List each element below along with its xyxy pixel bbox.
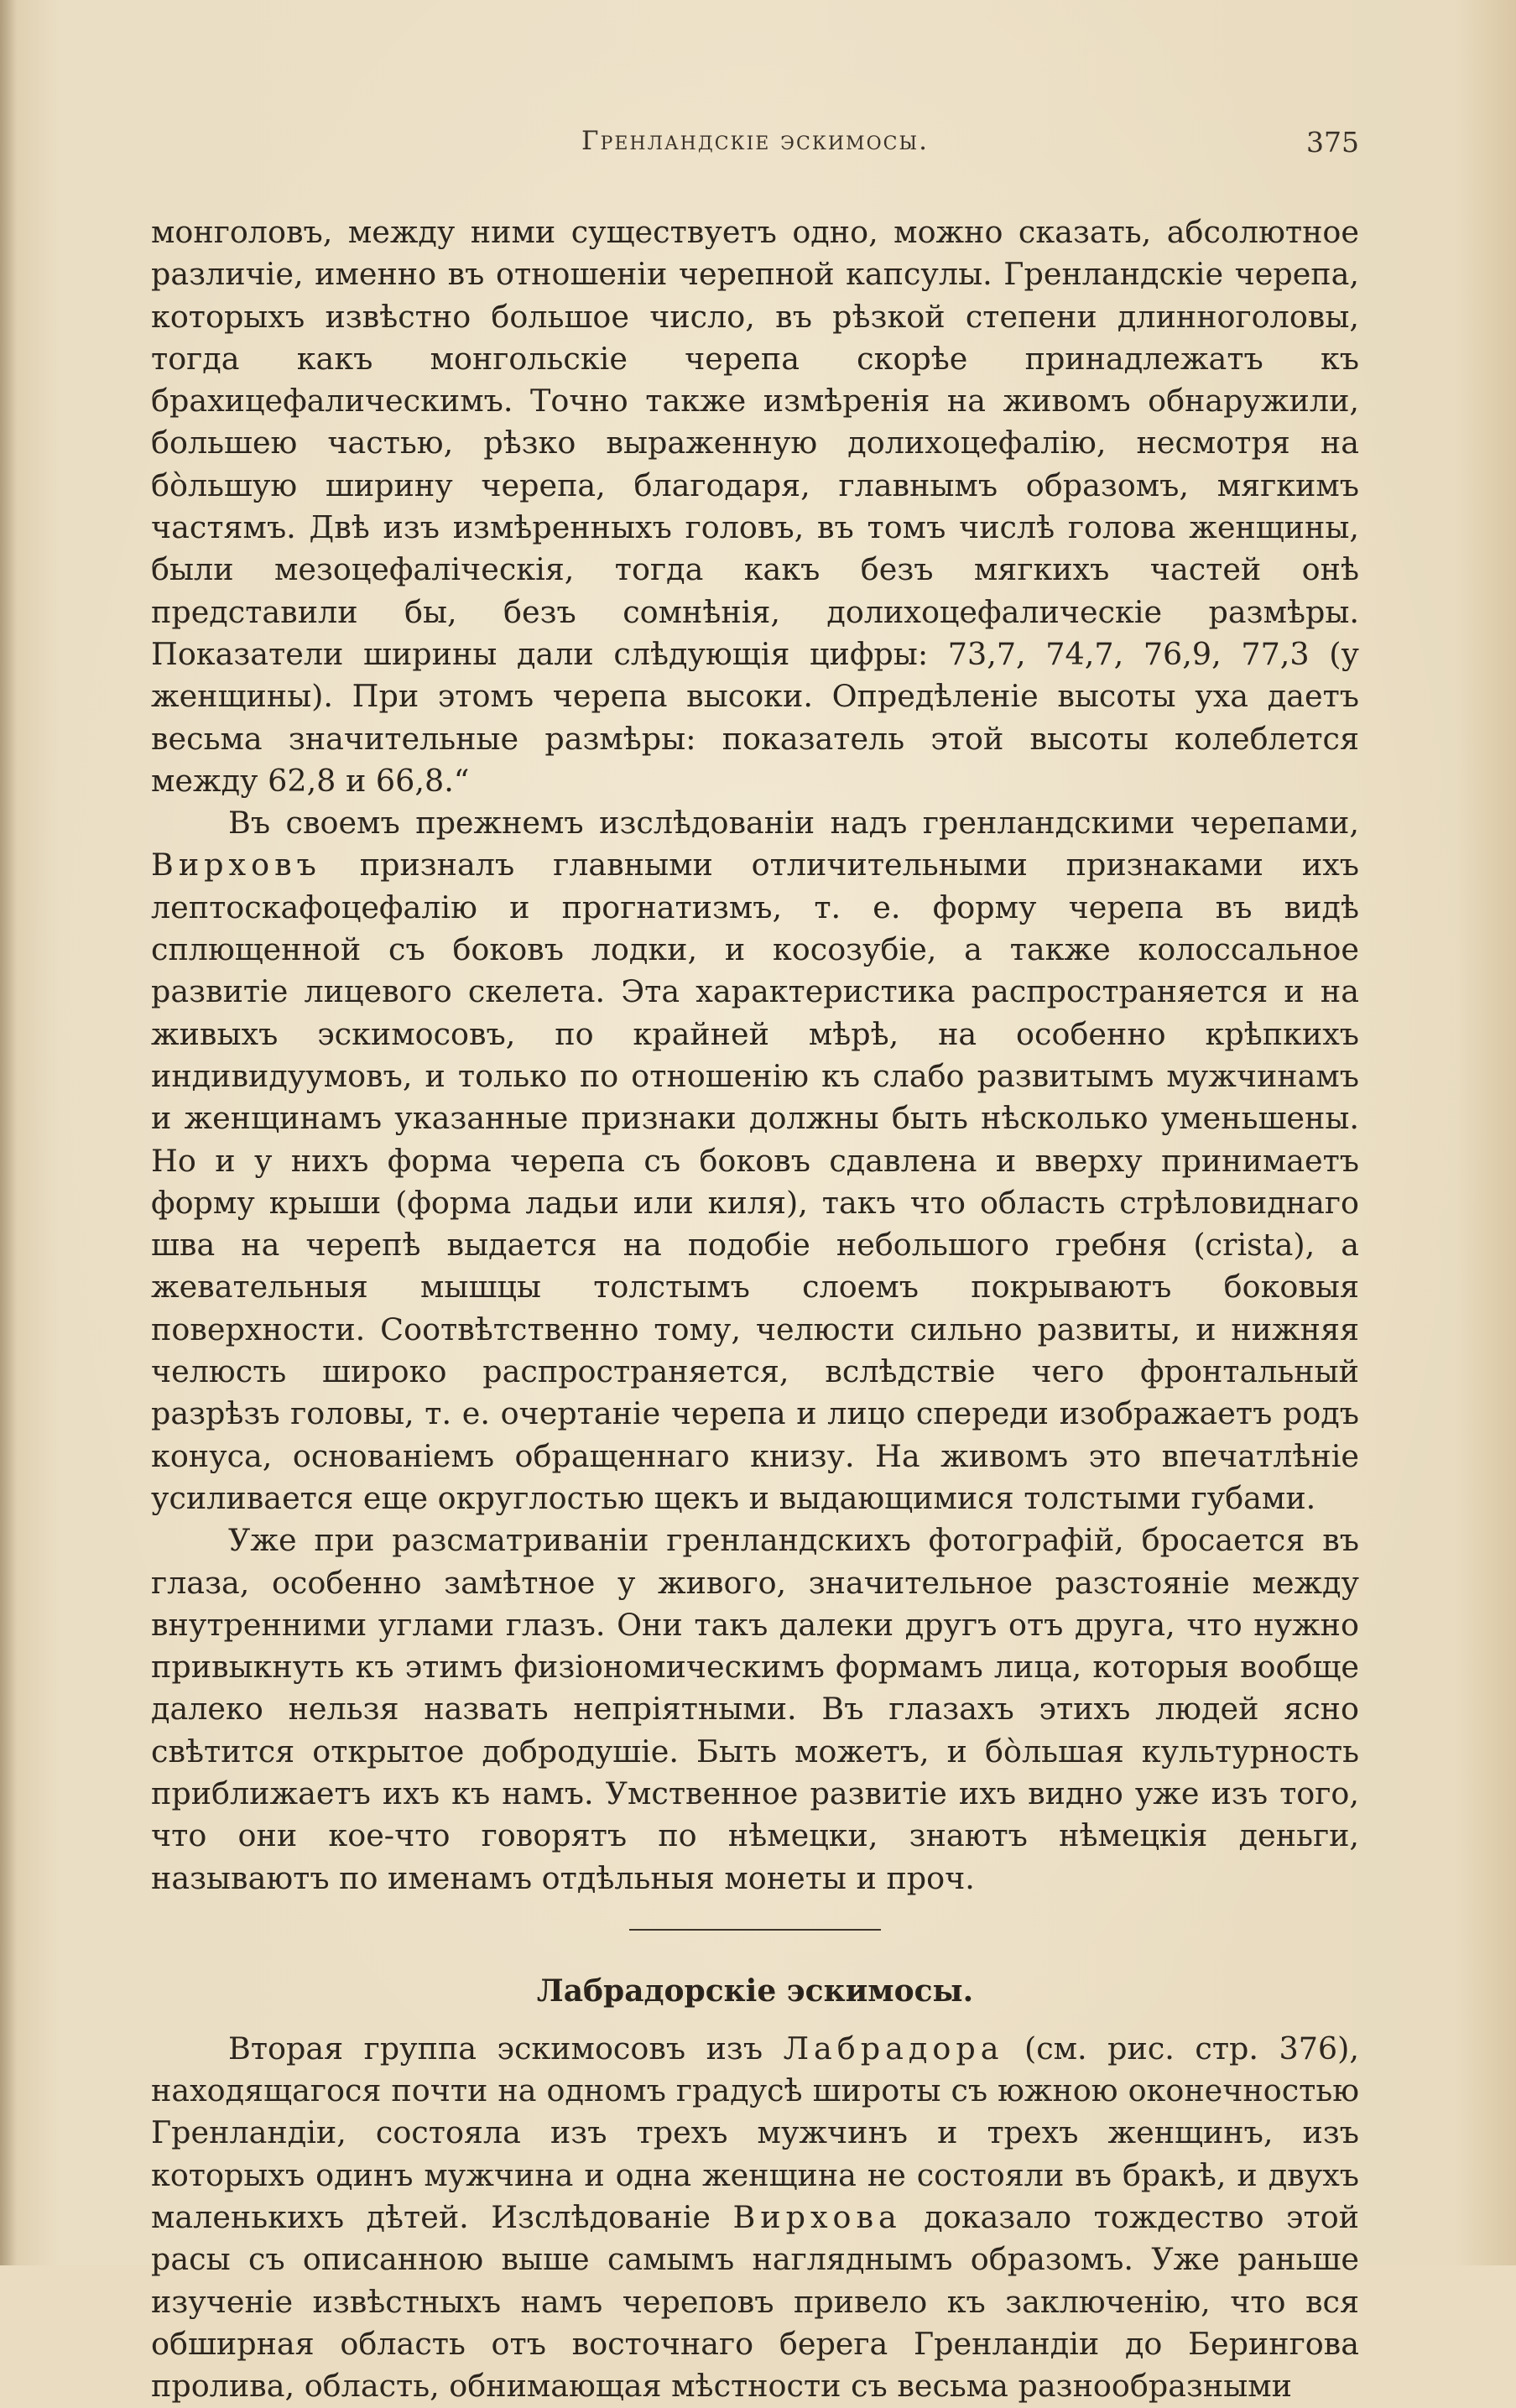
paragraph-4 [151, 2028, 1359, 2408]
running-title: Гренландскіе эскимосы. [581, 126, 929, 156]
page-number: 375 [1306, 126, 1359, 159]
text-segment: (см. рис. стр. 376), находящагося почти на одномъ градусѣ широты съ южною оконечностью Гренландіи, состояла изъ трехъ мужчинъ и трехъ женщинъ, изъ которыхъ одинъ мужчина и одна женщина не состояли въ бракѣ, и двухъ маленькихъ дѣтей. Изслѣдованіе [151, 2030, 1359, 2236]
paragraph-2 [151, 802, 1359, 1519]
text-block [151, 211, 1359, 2408]
section-heading: Лабрадорскіе эскимосы. [536, 1973, 974, 2009]
gutter-shadow [0, 0, 17, 2265]
text-segment: Въ своемъ прежнемъ изслѣдованіи надъ гренландскими черепами, [228, 805, 1359, 842]
text-segment: призналъ главными отличительными признаками ихъ лептоскафоцефалію и прогнатизмъ, т. е. форму черепа въ видѣ сплющенной съ боковъ лодки, и косозубіе, а также колоссальное развитіе лицевого скелета. Эта характеристика распространяется и на живыхъ эскимосовъ, по крайней мѣрѣ, на особенно крѣпкихъ индивидуумовъ, и только по отношенію къ слабо развитымъ мужчинамъ и женщинамъ указанные признаки должны быть нѣсколько уменьшены. Но и у нихъ форма черепа съ боковъ сдавлена и вверху принимаетъ форму крыши (форма ладьи или киля), такъ что область стрѣловиднаго шва на черепѣ выдается на подобіе небольшого гребня (crista), а жевательныя мышцы толстымъ слоемъ покрываютъ боковыя поверхности. Соотвѣтственно тому, челюсти сильно развиты, и нижняя челюсть широко распространяется, вслѣдствіе чего фронтальный разрѣзъ головы, т. е. очертаніе черепа и лицо спереди изображаетъ родъ конуса, основаніемъ обращеннаго книзу. На живомъ это впечатлѣніе усиливается еще округлостью щекъ и выдающимися толстыми губами. [151, 847, 1359, 1516]
spaced-name: Лабрадора [783, 2030, 1004, 2067]
text-segment: Вторая группа эскимосовъ изъ [228, 2030, 784, 2067]
spaced-name: Вирховъ [151, 847, 321, 883]
page-header [151, 126, 1359, 168]
text-segment: доказало тождество этой расы съ описанною выше самымъ нагляднымъ образомъ. Уже раньше изученіе извѣстныхъ намъ череповъ привело къ заключенію, что вся обширная область отъ восточнаго берега Гренландіи до Берингова пролива, область, обнимающая мѣстности съ весьма разнообразными [151, 2199, 1359, 2405]
paragraph-3 [151, 1519, 1359, 1900]
spaced-name: Вирхова [732, 2199, 902, 2236]
text-segment: монголовъ, между ними существуетъ одно, можно сказать, абсолютное различіе, именно въ отношеніи черепной капсулы. Гренландскіе черепа, которыхъ извѣстно большое число, въ рѣзкой степени длинноголовы, тогда какъ монгольскіе черепа скорѣе принадлежатъ къ брахицефалическимъ. Точно также измѣренія на живомъ обнаружили, большею частью, рѣзко выраженную долихоцефалію, несмотря на бо̀льшую ширину черепа, благодаря, главнымъ образомъ, мягкимъ частямъ. Двѣ изъ измѣренныхъ головъ, въ томъ числѣ голова женщины, были мезоцефаліческія, тогда какъ безъ мягкихъ частей онѣ представили бы, безъ сомнѣнія, долихоцефалическіе размѣры. Показатели ширины дали слѣдующія цифры: 73,7, 74,7, 76,9, 77,3 (у женщины). При этомъ черепа высоки. Опредѣленіе высоты уха даетъ весьма значительные размѣры: показатель этой высоты колеблется между 62,8 и 66,8.“ [151, 214, 1359, 799]
section-divider [629, 1929, 881, 1931]
text-segment: Уже при разсматриваніи гренландскихъ фотографій, бросается въ глаза, особенно замѣтное у живого, значительное разстояніе между внутренними углами глазъ. Они такъ далеки другъ отъ друга, что нужно привыкнуть къ этимъ физіономическимъ формамъ лица, которыя вообще далеко нельзя назвать непріятными. Въ глазахъ этихъ людей ясно свѣтится открытое добродушіе. Быть можетъ, и бо̀льшая культурность приближаетъ ихъ къ намъ. Умственное развитіе ихъ видно уже изъ того, что они кое-что говорятъ по нѣмецки, знаютъ нѣмецкія деньги, называютъ по именамъ отдѣльныя монеты и проч. [151, 1522, 1359, 1896]
paragraph-1 [151, 211, 1359, 802]
